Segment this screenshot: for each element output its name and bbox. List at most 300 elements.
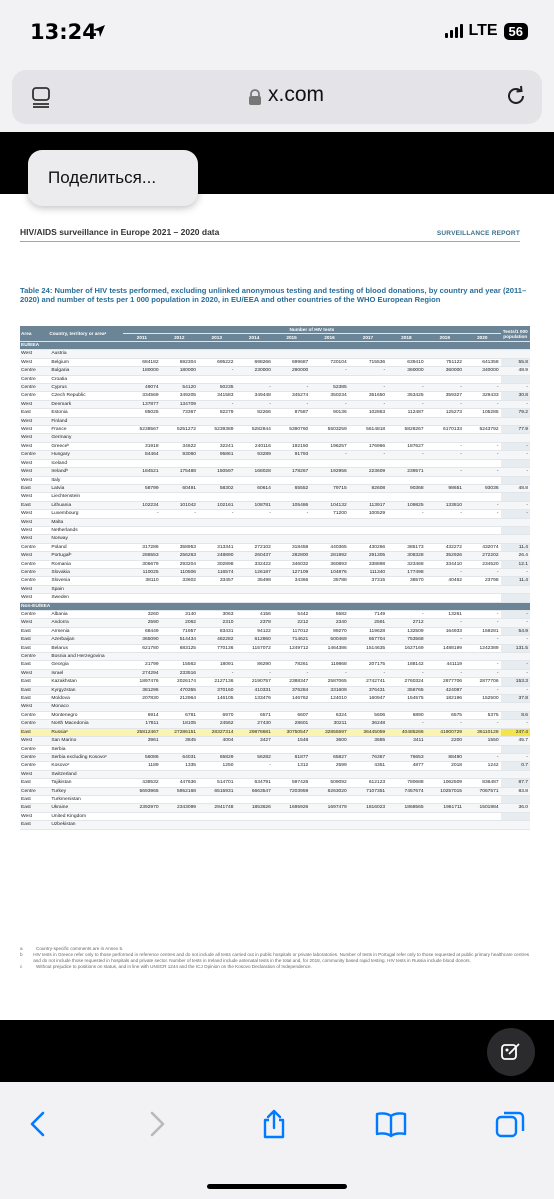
cell-tests: 102863: [349, 409, 387, 417]
cell-tests: [123, 350, 160, 358]
table-row: [20, 518, 530, 526]
cell-tests: [123, 493, 160, 501]
table-row: [20, 686, 530, 694]
cell-tests: 1242389: [464, 644, 501, 652]
cell-area: Centre: [20, 753, 48, 761]
cell-tests: -: [464, 442, 501, 450]
cell-tests: 2190757: [235, 678, 272, 686]
cell-tests: 365090: [123, 636, 160, 644]
cell-tests: [349, 375, 387, 383]
cell-tests: -: [426, 636, 464, 644]
table-row: [20, 459, 530, 467]
cell-tests: [123, 594, 160, 602]
cell-tests: [123, 476, 160, 484]
cell-area: West: [20, 476, 48, 484]
cell-area: Centre: [20, 762, 48, 770]
cell-tests: -: [235, 400, 272, 408]
share-icon[interactable]: [258, 1108, 290, 1140]
cell-tests: 2760324: [387, 678, 425, 686]
cell-tests: 180000: [161, 367, 198, 375]
cell-area: East: [20, 686, 48, 694]
table-row: [20, 417, 530, 425]
cell-tests: [464, 770, 501, 778]
cell-tests: 7067571: [464, 787, 501, 795]
cell-tests: [123, 821, 160, 829]
cell-tests: -: [387, 669, 425, 677]
table-row: [20, 770, 530, 778]
table-row: [20, 493, 530, 501]
cell-tests: 187627: [387, 442, 425, 450]
cell-country: Liechtenstein: [48, 493, 123, 501]
cell-tests: -: [426, 400, 464, 408]
cell-tests: [273, 594, 310, 602]
cell-tests: -: [310, 400, 348, 408]
cell-tests: -: [198, 669, 235, 677]
table-row: [20, 358, 530, 366]
cell-area: Centre: [20, 711, 48, 719]
column-area: Area: [20, 326, 48, 342]
cell-rate: 153.3: [501, 678, 530, 686]
cell-tests: 6571: [235, 711, 272, 719]
cell-tests: 90136: [310, 409, 348, 417]
cell-rate: 0.7: [501, 762, 530, 770]
bookmarks-icon[interactable]: [375, 1108, 407, 1140]
cell-rate: 54.9: [501, 627, 530, 635]
cell-tests: [198, 434, 235, 442]
cell-tests: [310, 585, 348, 593]
cell-tests: 154575: [387, 695, 425, 703]
cell-tests: 2941748: [198, 804, 235, 812]
cell-tests: 35788: [310, 577, 348, 585]
cell-rate: [501, 518, 530, 526]
cell-tests: [235, 493, 272, 501]
cell-tests: [426, 821, 464, 829]
reload-icon[interactable]: [504, 84, 528, 108]
cell-tests: 1249712: [273, 644, 310, 652]
cell-tests: 5828267: [387, 426, 425, 434]
cell-tests: 334569: [123, 392, 160, 400]
cell-tests: [387, 703, 425, 711]
cell-country: Iceland: [48, 459, 123, 467]
cell-rate: [501, 585, 530, 593]
forward-icon[interactable]: [141, 1108, 173, 1140]
cell-tests: [273, 770, 310, 778]
cell-tests: [273, 703, 310, 711]
cell-rate: [501, 476, 530, 484]
cell-tests: 23798: [464, 577, 501, 585]
status-bar: [0, 0, 554, 64]
cell-tests: [123, 770, 160, 778]
cell-country: San Marino: [48, 737, 123, 745]
cell-area: Centre: [20, 568, 48, 576]
tabs-icon[interactable]: [494, 1108, 526, 1140]
cell-tests: 2310: [198, 619, 235, 627]
table-row: [20, 728, 530, 736]
cell-tests: [273, 745, 310, 753]
cell-area: West: [20, 426, 48, 434]
doc-header-label: SURVEILLANCE REPORT: [436, 230, 520, 237]
cell-tests: [123, 653, 160, 661]
cell-tests: 94122: [235, 627, 272, 635]
cell-tests: 32241: [198, 442, 235, 450]
cell-tests: 127109: [273, 568, 310, 576]
cell-tests: [123, 459, 160, 467]
cell-tests: -: [235, 384, 272, 392]
cell-tests: [273, 821, 310, 829]
cell-country: Russiaᶜ: [48, 728, 123, 736]
cell-tests: 82279: [198, 409, 235, 417]
cell-tests: -: [349, 367, 387, 375]
cell-tests: 5952168: [161, 787, 198, 795]
cell-tests: -: [273, 384, 310, 392]
cell-tests: 50235: [198, 384, 235, 392]
cell-tests: [235, 350, 272, 358]
cell-tests: [464, 518, 501, 526]
table-row: [20, 535, 530, 543]
cell-tests: [349, 518, 387, 526]
section-label: EU/EEA: [20, 342, 530, 350]
table-row: [20, 703, 530, 711]
cell-tests: [198, 585, 235, 593]
table-row: [20, 543, 530, 551]
cell-country: Kosovoᶜ: [48, 762, 123, 770]
cell-tests: 34622: [161, 442, 198, 450]
cell-rate: [501, 417, 530, 425]
address-bar[interactable]: [12, 70, 542, 124]
cell-tests: 29878681: [235, 728, 272, 736]
cell-rate: -: [501, 442, 530, 450]
cell-tests: [349, 812, 387, 820]
cell-tests: [198, 526, 235, 534]
cell-tests: 282800: [273, 552, 310, 560]
cell-area: West: [20, 417, 48, 425]
cell-rate: [501, 459, 530, 467]
cell-area: West: [20, 400, 48, 408]
footnote-text: Without prejudice to positions on status, and in line with UNSCR 1244 and the ICJ Opinion on the Kosovo Declaration of Independence.: [36, 964, 312, 969]
table-row: [20, 644, 530, 652]
column-year: 2013: [198, 334, 235, 342]
cell-tests: [387, 653, 425, 661]
cell-tests: 639410: [387, 358, 425, 366]
cell-tests: 424087: [426, 686, 464, 694]
cell-tests: [161, 594, 198, 602]
cell-tests: [161, 350, 198, 358]
cell-tests: [387, 476, 425, 484]
column-rate: Tests/1 000 population: [501, 326, 530, 342]
cell-tests: 1312: [273, 762, 310, 770]
document-page: [0, 194, 554, 1020]
cell-tests: 349448: [235, 392, 272, 400]
cell-tests: 346032: [273, 560, 310, 568]
cell-tests: 2877706: [426, 678, 464, 686]
table-row: [20, 552, 530, 560]
cell-tests: 88490: [426, 753, 464, 761]
cell-area: East: [20, 409, 48, 417]
table-row: [20, 392, 530, 400]
cell-tests: 84464: [123, 451, 160, 459]
table-row: [20, 400, 530, 408]
cell-tests: [235, 594, 272, 602]
cell-tests: -: [464, 400, 501, 408]
cell-tests: -: [198, 367, 235, 375]
cell-tests: 5375: [464, 711, 501, 719]
cell-tests: 308328: [387, 552, 425, 560]
cell-area: East: [20, 661, 48, 669]
table-row: [20, 611, 530, 619]
cell-tests: [349, 653, 387, 661]
cell-tests: [235, 812, 272, 820]
cell-area: West: [20, 442, 48, 450]
cell-tests: -: [426, 451, 464, 459]
cell-tests: [198, 594, 235, 602]
column-country: Country, territory or areaᵃ: [48, 326, 123, 342]
cell-tests: -: [387, 720, 425, 728]
cell-tests: 37315: [349, 577, 387, 585]
cell-tests: 6890: [387, 711, 425, 719]
cell-tests: 353425: [387, 392, 425, 400]
cell-tests: 514434: [161, 636, 198, 644]
cell-area: East: [20, 779, 48, 787]
cell-country: Bosnia and Herzegovina: [48, 653, 123, 661]
cell-tests: 60614: [235, 484, 272, 492]
cell-country: Uzbekistan: [48, 821, 123, 829]
cell-tests: [426, 745, 464, 753]
table-row: [20, 695, 530, 703]
cell-tests: -: [310, 451, 348, 459]
cell-tests: [426, 459, 464, 467]
cell-tests: 274294: [123, 669, 160, 677]
cell-tests: 1961711: [426, 804, 464, 812]
cell-tests: 6970: [198, 711, 235, 719]
cell-country: Belgium: [48, 358, 123, 366]
cell-rate: 26.4: [501, 552, 530, 560]
cell-tests: -: [349, 669, 387, 677]
cell-tests: [464, 535, 501, 543]
cell-tests: 34366: [273, 577, 310, 585]
reader-icon[interactable]: [30, 86, 52, 108]
cell-tests: [198, 703, 235, 711]
cell-tests: 836487: [464, 779, 501, 787]
cell-rate: -: [501, 451, 530, 459]
cell-tests: 770136: [198, 644, 235, 652]
table-row: [20, 636, 530, 644]
cell-tests: -: [198, 510, 235, 518]
cell-tests: 164933: [426, 627, 464, 635]
cell-rate: 131.5: [501, 644, 530, 652]
cell-tests: [198, 459, 235, 467]
cell-tests: 509092: [310, 779, 348, 787]
cell-tests: 240116: [235, 442, 272, 450]
cell-tests: 281992: [310, 552, 348, 560]
cell-tests: 35498: [235, 577, 272, 585]
cell-tests: 5693965: [123, 787, 160, 795]
cell-tests: 381295: [123, 686, 160, 694]
cell-rate: 79.2: [501, 409, 530, 417]
cell-tests: 126187: [235, 568, 272, 576]
cell-tests: 1335: [161, 762, 198, 770]
cell-tests: 1627169: [387, 644, 425, 652]
home-indicator: [207, 1184, 347, 1189]
cell-tests: 113917: [349, 501, 387, 509]
cell-tests: [235, 745, 272, 753]
cell-tests: 30750547: [273, 728, 310, 736]
cell-tests: 175488: [161, 468, 198, 476]
cell-tests: -: [464, 661, 501, 669]
cell-tests: 110506: [161, 568, 198, 576]
cell-tests: [426, 770, 464, 778]
cell-tests: [273, 434, 310, 442]
cell-tests: 60491: [161, 484, 198, 492]
cell-tests: [123, 745, 160, 753]
cell-tests: 6914: [123, 711, 160, 719]
cell-tests: [123, 535, 160, 543]
cell-tests: -: [198, 400, 235, 408]
cell-tests: -: [123, 510, 160, 518]
cell-tests: 180000: [123, 367, 160, 375]
cell-tests: [387, 812, 425, 820]
cell-tests: 21799: [123, 661, 160, 669]
cell-country: Turkey: [48, 787, 123, 795]
cell-tests: 6263020: [310, 787, 348, 795]
table-row: [20, 795, 530, 803]
cell-tests: 5239389: [198, 426, 235, 434]
cell-tests: 56086: [123, 753, 160, 761]
cell-tests: [310, 535, 348, 543]
cell-tests: [198, 518, 235, 526]
cell-tests: 2388347: [273, 678, 310, 686]
cell-rate: 55.8: [501, 358, 530, 366]
cell-area: West: [20, 459, 48, 467]
cell-tests: 207830: [123, 695, 160, 703]
table-row: [20, 426, 530, 434]
cell-tests: [123, 585, 160, 593]
cell-tests: 177498: [387, 568, 425, 576]
cell-tests: 93289: [235, 451, 272, 459]
cell-tests: 212964: [161, 695, 198, 703]
cell-tests: [426, 535, 464, 543]
table-row: [20, 384, 530, 392]
cell-tests: 168028: [235, 468, 272, 476]
cell-country: Germany: [48, 434, 123, 442]
cell-tests: 117012: [273, 627, 310, 635]
cell-tests: 159281: [464, 627, 501, 635]
cell-tests: [161, 770, 198, 778]
cell-tests: 233516: [161, 669, 198, 677]
cell-tests: [161, 745, 198, 753]
cell-tests: 27286151: [161, 728, 198, 736]
cell-tests: [198, 653, 235, 661]
cell-tests: 329433: [464, 392, 501, 400]
cell-country: Croatia: [48, 375, 123, 383]
cell-tests: [161, 703, 198, 711]
cell-tests: 3063: [198, 611, 235, 619]
cell-tests: 13261: [426, 611, 464, 619]
cell-rate: -: [501, 384, 530, 392]
cell-tests: 76367: [349, 753, 387, 761]
status-indicators: [445, 22, 529, 40]
cell-tests: [198, 493, 235, 501]
cell-tests: [387, 770, 425, 778]
table-row: [20, 568, 530, 576]
cell-tests: -: [464, 636, 501, 644]
cell-tests: 751122: [426, 358, 464, 366]
cell-country: Serbia: [48, 745, 123, 753]
cell-rate: 77.9: [501, 426, 530, 434]
cell-tests: 334410: [426, 560, 464, 568]
cell-tests: [464, 434, 501, 442]
cell-tests: 38110: [123, 577, 160, 585]
cell-tests: 17811: [123, 720, 160, 728]
table-row: [20, 442, 530, 450]
cell-tests: -: [426, 720, 464, 728]
cell-tests: 641358: [464, 358, 501, 366]
cell-tests: -: [273, 400, 310, 408]
cell-tests: 4156: [235, 611, 272, 619]
cell-area: East: [20, 484, 48, 492]
cell-rate: [501, 812, 530, 820]
cell-tests: [123, 703, 160, 711]
share-popup-button[interactable]: Поделиться...: [28, 150, 198, 206]
cell-tests: [235, 375, 272, 383]
cell-tests: 6575: [426, 711, 464, 719]
cell-tests: -: [464, 451, 501, 459]
back-icon[interactable]: [22, 1108, 54, 1140]
cell-area: East: [20, 636, 48, 644]
cell-tests: 73367: [161, 409, 198, 417]
cell-tests: [387, 535, 425, 543]
cell-rate: -: [501, 720, 530, 728]
cell-area: Centre: [20, 560, 48, 568]
cell-tests: 5606: [349, 711, 387, 719]
table-row: [20, 745, 530, 753]
column-year: 2016: [310, 334, 348, 342]
cell-tests: 112487: [387, 409, 425, 417]
cell-tests: [235, 476, 272, 484]
cell-tests: 1157072: [235, 644, 272, 652]
cell-tests: [349, 821, 387, 829]
cell-tests: [273, 518, 310, 526]
cell-country: Tajikistan: [48, 779, 123, 787]
cell-tests: 438532: [123, 779, 160, 787]
edit-image-button[interactable]: [487, 1028, 535, 1076]
cell-tests: 352926: [426, 552, 464, 560]
cell-tests: 5282844: [235, 426, 272, 434]
cell-tests: 61877: [273, 753, 310, 761]
cell-area: West: [20, 619, 48, 627]
cell-tests: [310, 350, 348, 358]
cell-area: Centre: [20, 375, 48, 383]
cell-tests: [349, 459, 387, 467]
cell-tests: [123, 795, 160, 803]
cell-area: West: [20, 358, 48, 366]
cell-country: Lithuania: [48, 501, 123, 509]
cell-tests: 230000: [235, 367, 272, 375]
cell-tests: 350234: [310, 392, 348, 400]
cell-tests: -: [426, 442, 464, 450]
cell-tests: 290000: [273, 367, 310, 375]
edit-image-icon: [499, 1040, 523, 1064]
cell-tests: 1816023: [349, 804, 387, 812]
cell-tests: 5243792: [464, 426, 501, 434]
cell-rate: [501, 653, 530, 661]
cell-tests: [387, 417, 425, 425]
cell-tests: -: [387, 611, 425, 619]
cell-tests: 150597: [198, 468, 235, 476]
cell-tests: 184521: [123, 468, 160, 476]
table-row: [20, 594, 530, 602]
cell-tests: 2599: [310, 762, 348, 770]
cell-tests: 36248: [349, 720, 387, 728]
